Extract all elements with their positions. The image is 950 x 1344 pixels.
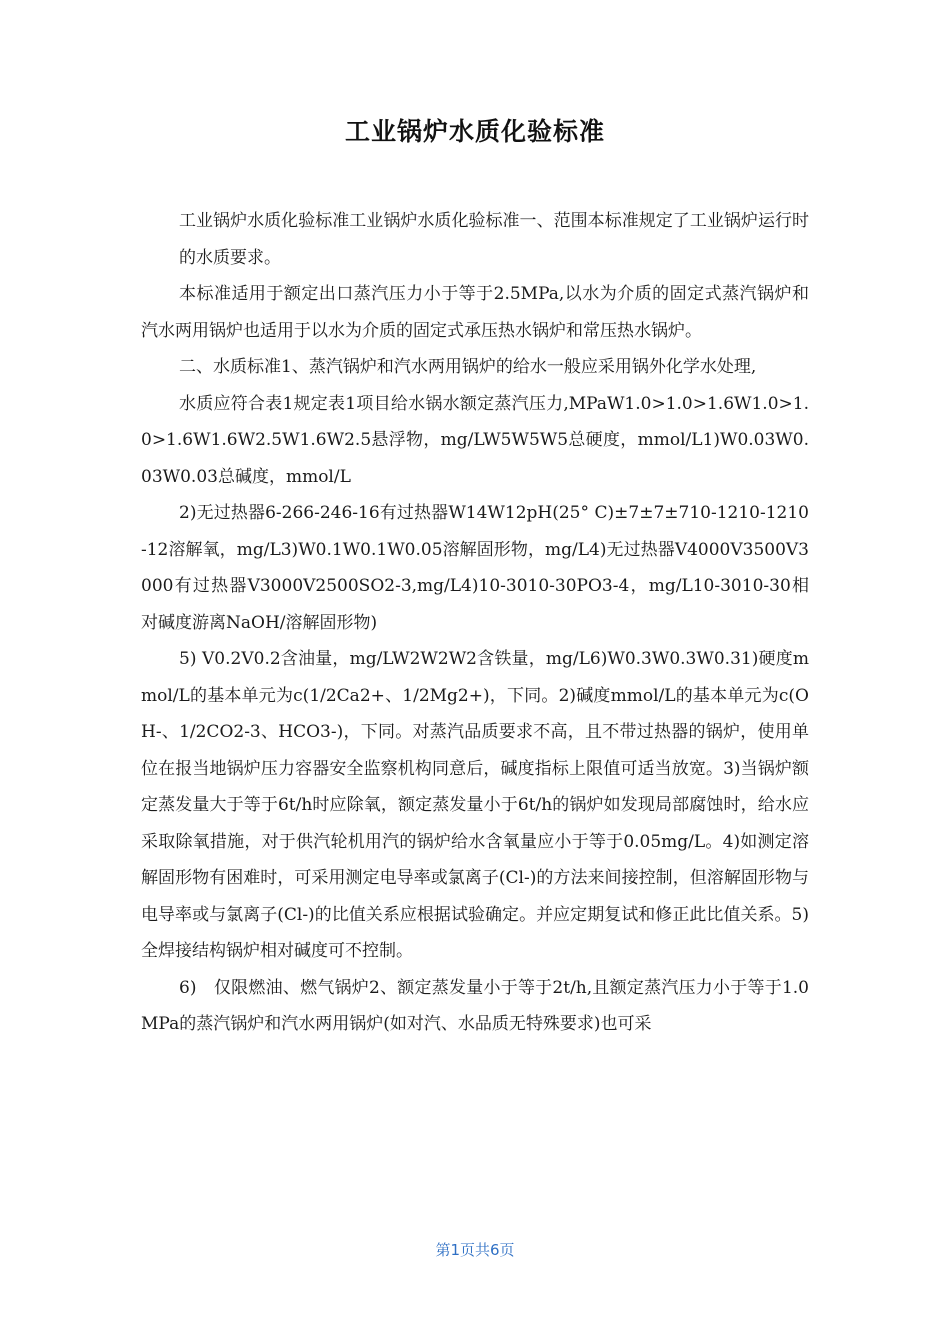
page-number-footer: 第1页共6页: [435, 1241, 515, 1259]
paragraph-scope: 工业锅炉水质化验标准工业锅炉水质化验标准一、范围本标准规定了工业锅炉运行时的水质要求。: [179, 211, 809, 268]
paragraph-notes: 5) V0.2V0.2含油量，mg/LW2W2W2含铁量，mg/L6)W0.3W0.3W0.31)硬度mmol/L的基本单元为c(1/2Ca2+、1/2Mg2+)，下同。2)碱度mmol/L的基本单元为c(OH-、1/2CO2-3、HCO3-)，下同。对蒸汽品质要求不高，且不带过热器的锅炉，使用单位在报当地锅炉压力容器安全监察机构同意后，碱度指标上限值可适当放宽。3)当锅炉额定蒸发量大于等于6t/h时应除氧，额定蒸发量小于6t/h的锅炉如发现局部腐蚀时，给水应采取除氧措施，对于供汽轮机用汽的锅炉给水含氧量应小于等于0.05mg/L。4)如测定溶解固形物有困难时，可采用测定电导率或氯离子(Cl-)的方法来间接控制，但溶解固形物与电导率或与氯离子(Cl-)的比值关系应根据试验确定。并应定期复试和修正此比值关系。5)全焊接结构锅炉相对碱度可不控制。: [141, 649, 809, 961]
document-title: 工业锅炉水质化验标准: [344, 117, 605, 146]
document-body: [141, 203, 809, 1043]
paragraph-water-standard: 二、水质标准1、蒸汽锅炉和汽水两用锅炉的给水一般应采用锅外化学水处理,: [179, 357, 757, 377]
paragraph-table-1-part-b: 2)无过热器6-266-246-16有过热器W14W12pH(25° C)±7±7±710-1210-1210-12溶解氧，mg/L3)W0.1W0.1W0.05溶解固形物，mg/L4)无过热器V4000V3500V3000有过热器V3000V2500SO2-3,mg/L4)10-3010-30PO3-4，mg/L10-3010-30相对碱度游离NaOH/溶解固形物): [141, 503, 809, 633]
paragraph-oil-gas-boilers: 6) 仅限燃油、燃气锅炉2、额定蒸发量小于等于2t/h,且额定蒸汽压力小于等于1.0MPa的蒸汽锅炉和汽水两用锅炉(如对汽、水品质无特殊要求)也可采: [141, 977, 809, 1034]
paragraph-table-1-part-a: 水质应符合表1规定表1项目给水锅水额定蒸汽压力,MPaW1.0>1.0>1.6W1.0>1.0>1.6W1.6W2.5W1.6W2.5悬浮物，mg/LW5W5W5总硬度，mmol/L1)W0.03W0.03W0.03总碱度，mmol/L: [141, 393, 809, 487]
paragraph-applicability: 本标准适用于额定出口蒸汽压力小于等于2.5MPa,以水为介质的固定式蒸汽锅炉和汽水两用锅炉也适用于以水为介质的固定式承压热水锅炉和常压热水锅炉。: [141, 284, 809, 341]
